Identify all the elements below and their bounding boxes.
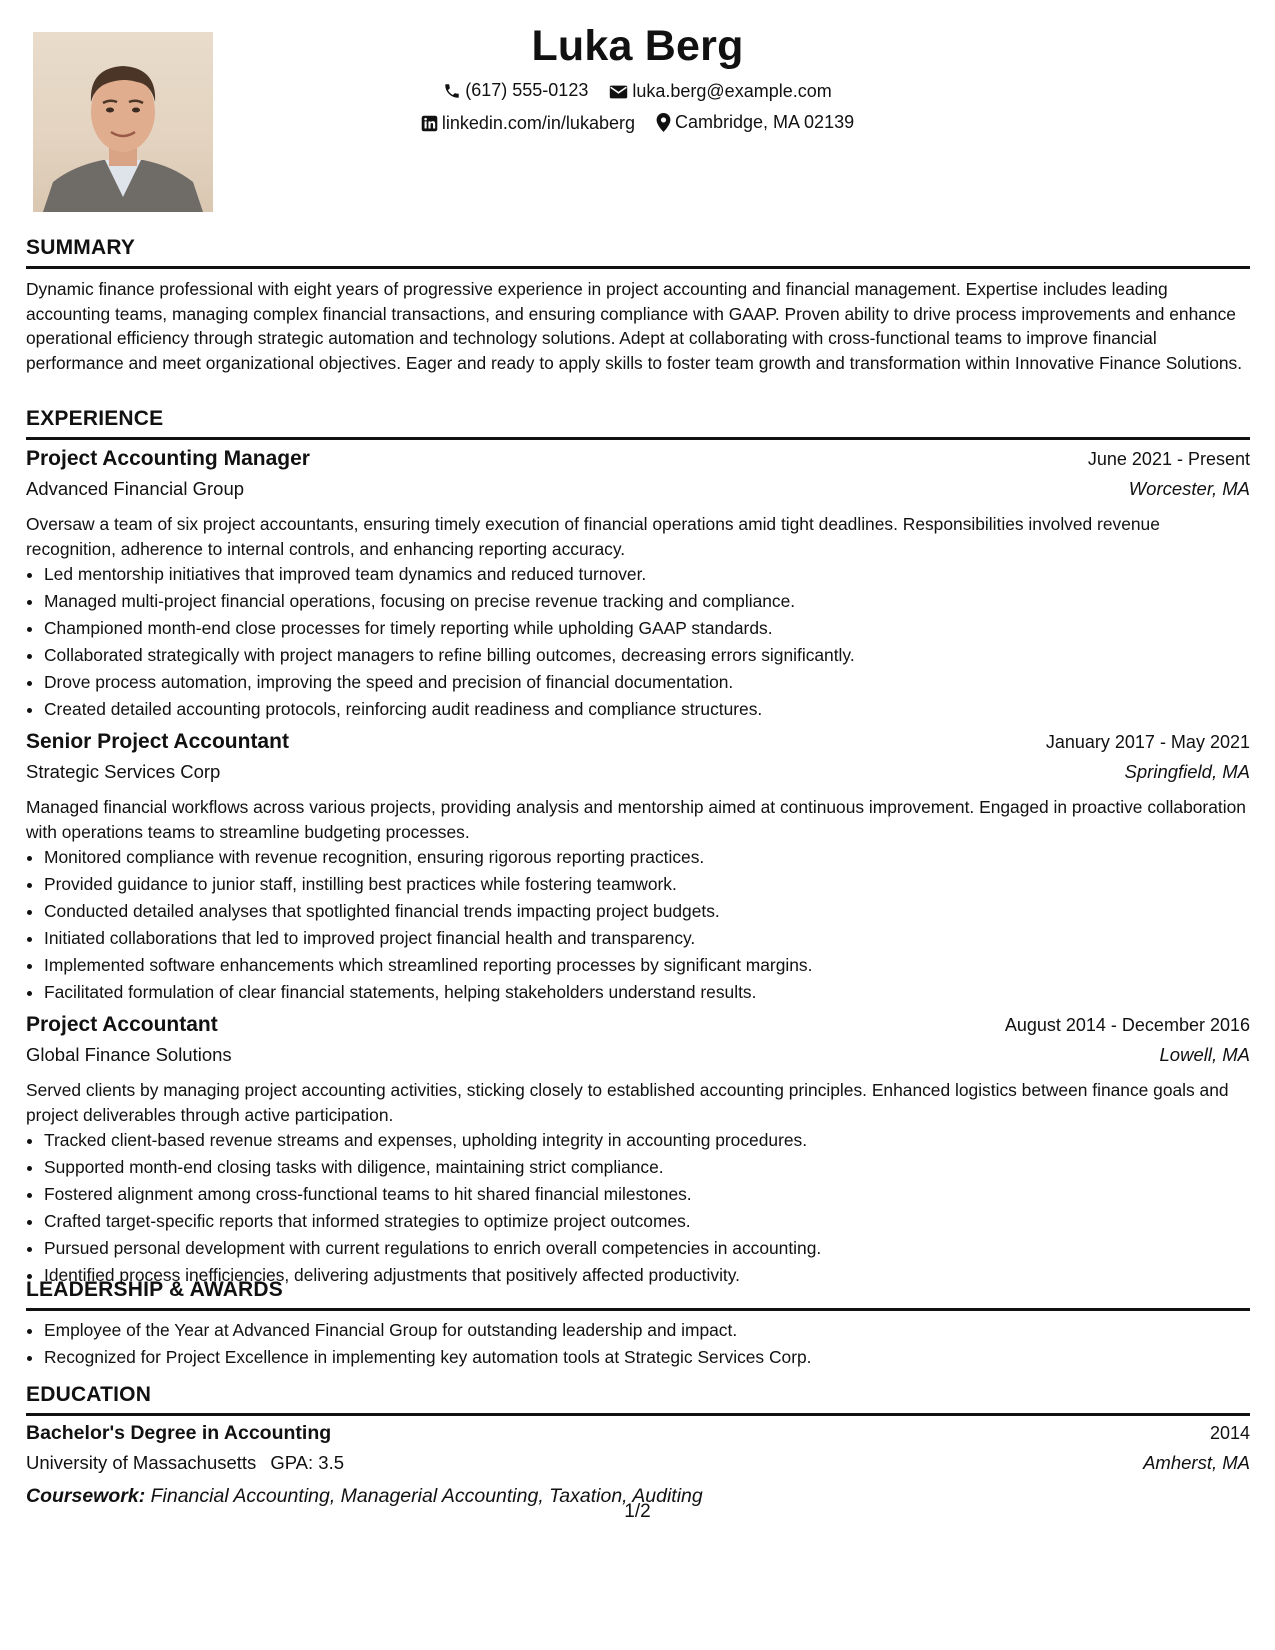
education-heading: EDUCATION [26, 1383, 1250, 1416]
candidate-name: Luka Berg [531, 22, 744, 70]
gpa-value: GPA: 3.5 [270, 1452, 345, 1473]
list-item: • Recognized for Project Excellence in implementing key automation tools at Strategic Services Corp. [44, 1344, 1250, 1371]
job-subheader [26, 478, 1250, 510]
school-name: University of Massachusetts [26, 1452, 257, 1473]
job-title: Senior Project Accountant [26, 730, 289, 753]
job-header [26, 730, 1250, 761]
job-header [26, 447, 1250, 478]
education-section [26, 1383, 1250, 1508]
list-item: • Monitored compliance with revenue recognition, ensuring rigorous reporting practices. [44, 844, 1250, 871]
graduation-year: 2014 [1209, 1423, 1250, 1443]
experience-heading: EXPERIENCE [26, 407, 1250, 440]
location-contact [656, 112, 854, 133]
awards-list [26, 1317, 1250, 1371]
email-text: luka.berg@example.com [632, 81, 832, 101]
list-item: • Supported month-end closing tasks with diligence, maintaining strict compliance. [44, 1154, 1250, 1181]
coursework-text: Financial Accounting, Managerial Accounting, Taxation, Auditing [150, 1485, 703, 1507]
awards-heading: LEADERSHIP & AWARDS [26, 1278, 1250, 1311]
job-entry [26, 1013, 1250, 1289]
phone-contact[interactable] [443, 80, 588, 101]
location-text: Cambridge, MA 02139 [675, 112, 855, 132]
school-line [26, 1452, 344, 1474]
company-name: Global Finance Solutions [26, 1044, 232, 1065]
job-location: Worcester, MA [1128, 478, 1250, 499]
education-subheader [26, 1452, 1250, 1482]
job-description: Managed financial workflows across various projects, providing analysis and mentorship aimed at continuous improvement. Engaged in proactive collaboration with operations teams to streamline budgeting processes. [26, 797, 1246, 842]
job-bullets [26, 561, 1250, 723]
envelope-icon [609, 84, 628, 100]
job-description: Served clients by managing project accounting activities, sticking closely to established accounting principles. Enhanced logistics between finance goals and project deliverables through active participation. [26, 1080, 1229, 1125]
list-item: • Created detailed accounting protocols, reinforcing audit readiness and compliance structures. [44, 696, 1250, 723]
job-subheader [26, 761, 1250, 793]
job-entry [26, 730, 1250, 1006]
job-title: Project Accountant [26, 1013, 218, 1036]
list-item: • Drove process automation, improving the speed and precision of financial documentation. [44, 669, 1250, 696]
list-item: • Managed multi-project financial operations, focusing on precise revenue tracking and compliance. [44, 588, 1250, 615]
linkedin-contact[interactable] [421, 113, 635, 134]
linkedin-text: linkedin.com/in/lukaberg [441, 113, 635, 133]
list-item: • Identified process inefficiencies, delivering adjustments that positively affected productivity. [44, 1262, 1250, 1289]
awards-section [26, 1278, 1250, 1371]
experience-section [26, 407, 1250, 1289]
list-item: • Employee of the Year at Advanced Financial Group for outstanding leadership and impact. [44, 1317, 1250, 1344]
list-item: • Crafted target-specific reports that informed strategies to optimize project outcomes. [44, 1208, 1250, 1235]
list-item: • Led mentorship initiatives that improved team dynamics and reduced turnover. [44, 561, 1250, 588]
contact-line-1 [0, 80, 1275, 105]
job-location: Lowell, MA [1159, 1044, 1250, 1065]
job-dates: June 2021 - Present [1087, 449, 1250, 469]
phone-text: (617) 555-0123 [465, 80, 589, 100]
degree-title: Bachelor's Degree in Accounting [26, 1422, 332, 1444]
job-bullets [26, 1127, 1250, 1289]
job-title: Project Accounting Manager [26, 447, 310, 470]
job-dates: January 2017 - May 2021 [1045, 732, 1250, 752]
summary-heading: SUMMARY [26, 236, 1250, 269]
job-location: Springfield, MA [1124, 761, 1250, 782]
linkedin-icon [421, 115, 438, 132]
school-location: Amherst, MA [1143, 1452, 1250, 1473]
job-dates: August 2014 - December 2016 [1004, 1015, 1250, 1035]
list-item: • Conducted detailed analyses that spotlighted financial trends impacting project budgets. [44, 898, 1250, 925]
list-item: • Facilitated formulation of clear financial statements, helping stakeholders understand results. [44, 979, 1250, 1006]
job-description: Oversaw a team of six project accountants, ensuring timely execution of financial operations amid tight deadlines. Responsibilities involved revenue recognition, adherence to internal controls, and enhancing reporting accuracy. [26, 514, 1160, 559]
education-header [26, 1422, 1250, 1452]
contact-line-2 [0, 112, 1275, 137]
map-pin-icon [656, 113, 671, 132]
email-contact[interactable] [609, 81, 831, 102]
job-header [26, 1013, 1250, 1044]
company-name: Advanced Financial Group [26, 478, 245, 499]
summary-text: Dynamic finance professional with eight years of progressive experience in project accounting and financial management. Expertise includes leading accounting teams, managing complex financial transactions, and ensuring compliance with GAAP. Proven ability to drive process improvements and enhance operational efficiency through strategic automation and technology solutions. Adept at collaborating with cross-functional teams to improve financial performance and meet organizational objectives. Eager and ready to apply skills to foster team growth and transformation within Innovative Finance Solutions. [26, 279, 1243, 373]
list-item: • Fostered alignment among cross-functional teams to hit shared financial milestones. [44, 1181, 1250, 1208]
list-item: • Pursued personal development with current regulations to enrich overall competencies in accounting. [44, 1235, 1250, 1262]
list-item: • Implemented software enhancements which streamlined reporting processes by significant margins. [44, 952, 1250, 979]
phone-icon [443, 82, 461, 100]
list-item: • Provided guidance to junior staff, instilling best practices while fostering teamwork. [44, 871, 1250, 898]
job-entry [26, 447, 1250, 723]
page-number: 1/2 [624, 1501, 651, 1522]
coursework-label: Coursework: [26, 1485, 146, 1507]
list-item: • Championed month-end close processes for timely reporting while upholding GAAP standards. [44, 615, 1250, 642]
list-item: • Initiated collaborations that led to improved project financial health and transparency. [44, 925, 1250, 952]
summary-section [26, 236, 1250, 375]
job-subheader [26, 1044, 1250, 1076]
company-name: Strategic Services Corp [26, 761, 221, 782]
job-bullets [26, 844, 1250, 1006]
list-item: • Tracked client-based revenue streams and expenses, upholding integrity in accounting procedures. [44, 1127, 1250, 1154]
list-item: • Collaborated strategically with project managers to refine billing outcomes, decreasing errors significantly. [44, 642, 1250, 669]
